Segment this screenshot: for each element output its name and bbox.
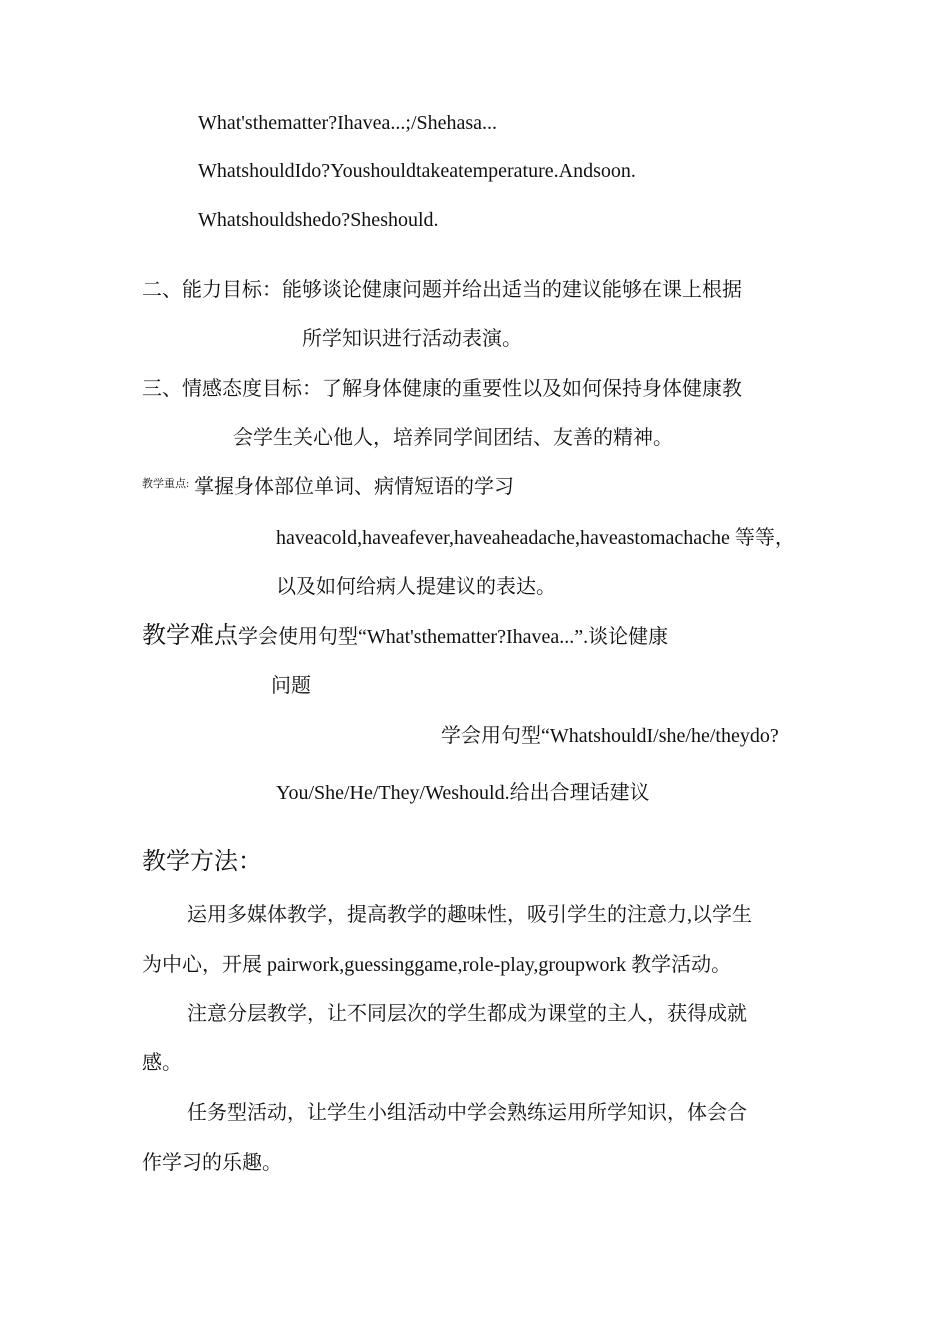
difficulty-label: 教学难点 [142,623,238,649]
ability-goal-line-2: 所学知识进行活动表演。 [302,328,522,350]
method-title: 教学方法： [142,849,262,875]
difficulty-text: 学会使用句型“What'sthematter?Ihavea...”.谈论健康 [238,626,669,648]
difficulty-line-3: 学会用句型“WhatshouldI/she/he/theydo? [441,725,779,747]
ability-goal-line-1: 二、能力目标：能够谈论健康问题并给出适当的建议能够在课上根据 [142,279,742,301]
method-3-line-1: 任务型活动，让学生小组活动中学会熟练运用所学知识，体会合 [187,1102,747,1124]
emotion-goal-line-1: 三、情感态度目标：了解身体健康的重要性以及如何保持身体健康教 [142,378,742,400]
difficulty-line-2: 问题 [271,675,311,697]
sentence-line-1: What'sthematter?Ihavea...;/Shehasa... [198,112,498,134]
sentence-line-2: WhatshouldIdo?Youshouldtakeatemperature.Andsoon. [198,160,636,182]
key-points-line-1 [142,477,514,497]
difficulty-line-4: You/She/He/They/Weshould.给出合理话建议 [276,782,650,804]
method-2-line-2: 感。 [142,1052,182,1074]
method-2-line-1: 注意分层教学，让不同层次的学生都成为课堂的主人，获得成就 [187,1003,747,1025]
method-1-line-1: 运用多媒体教学，提高教学的趣味性，吸引学生的注意力,以学生 [187,904,752,926]
key-points-label: 教学重点: [142,478,190,490]
emotion-goal-line-2: 会学生关心他人，培养同学间团结、友善的精神。 [233,427,673,449]
method-3-line-2: 作学习的乐趣。 [142,1152,282,1174]
key-points-line-3: 以及如何给病人提建议的表达。 [276,576,556,598]
difficulty-line-1 [142,624,668,648]
key-points-line-2: haveacold,haveafever,haveaheadache,haveastomachache 等等， [276,527,795,549]
method-1-line-2: 为中心，开展 pairwork,guessinggame,role-play,groupwork 教学活动。 [142,954,732,976]
key-points-text: 掌握身体部位单词、病情短语的学习 [194,476,515,498]
sentence-line-3: Whatshouldshedo?Sheshould. [198,209,439,231]
